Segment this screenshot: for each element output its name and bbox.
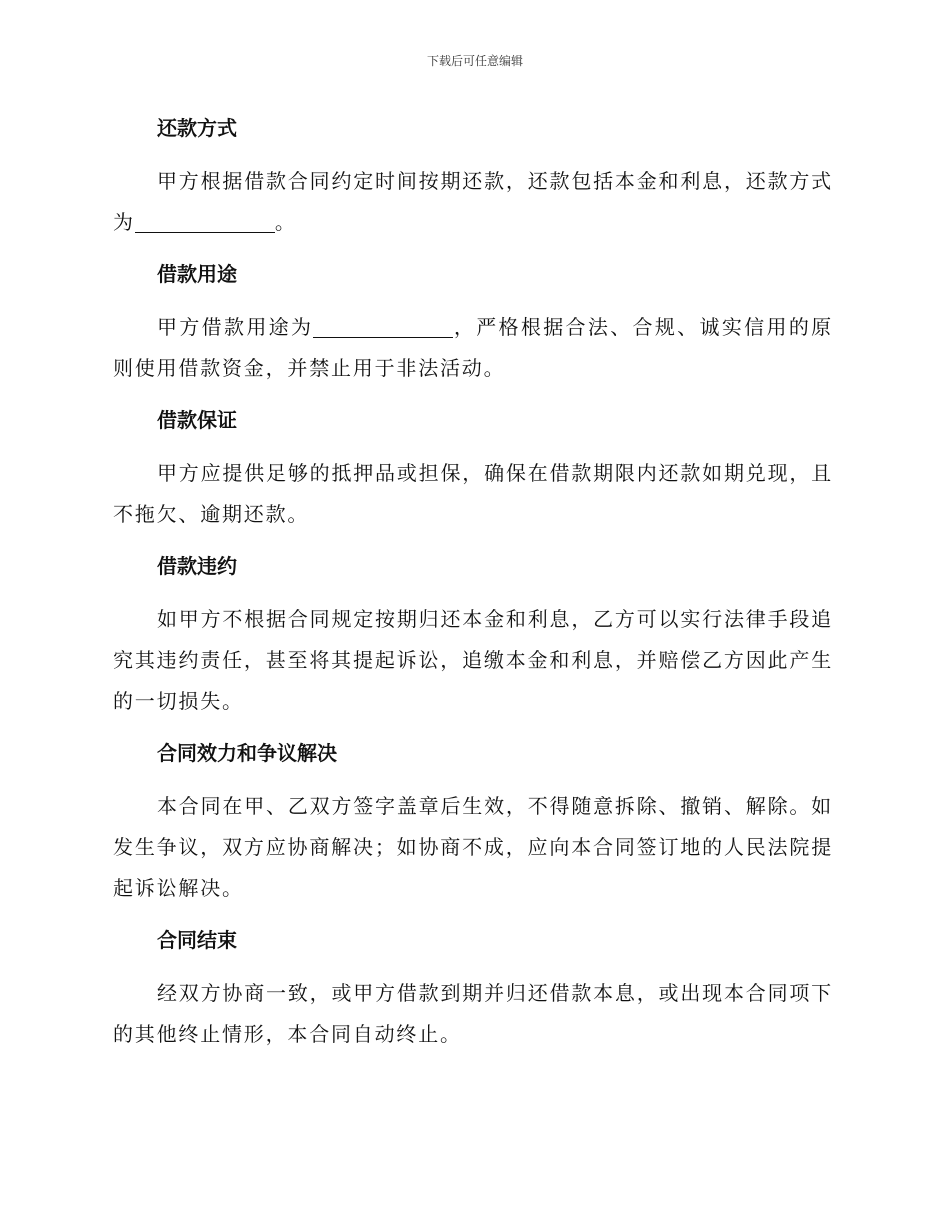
- section-heading-repayment: 还款方式: [157, 116, 237, 140]
- paragraph-text: 甲方借款用途为: [157, 315, 314, 339]
- paragraph-text: 甲方根据借款合同约定时间按期还款，还款包括本金和利息，还款方式为: [113, 169, 833, 234]
- document-body: [113, 108, 833, 1066]
- section-paragraph-loan-guarantee: 甲方应提供足够的抵押品或担保，确保在借款期限内还款如期兑现，且不拖欠、逾期还款。: [113, 461, 833, 526]
- section-paragraph-contract-validity: 本合同在甲、乙双方签字盖章后生效，不得随意拆除、撤销、解除。如发生争议，双方应协商解决；如协商不成，应向本合同签订地的人民法院提起诉讼解决。: [113, 794, 833, 900]
- section-heading-contract-termination: 合同结束: [157, 928, 237, 952]
- fill-in-blank-repayment-method[interactable]: [135, 212, 275, 233]
- section-paragraph-loan-purpose: [113, 307, 833, 389]
- section-heading-contract-validity: 合同效力和争议解决: [157, 741, 337, 765]
- section-paragraph-contract-termination: 经双方协商一致，或甲方借款到期并归还借款本息，或出现本合同项下的其他终止情形，本合同自动终止。: [113, 981, 833, 1046]
- section-paragraph-repayment: [113, 161, 833, 243]
- section-heading-loan-purpose: 借款用途: [157, 262, 237, 286]
- section-heading-loan-default: 借款违约: [157, 554, 237, 578]
- paragraph-text: 。: [274, 210, 297, 234]
- paragraph-text: ，严格根据合法、合规、诚实信用的原则使用借款资金，并禁止用于非法活动。: [113, 315, 833, 380]
- page-header: 下载后可任意编辑: [426, 54, 523, 68]
- section-paragraph-loan-default: 如甲方不根据合同规定按期归还本金和利息，乙方可以实行法律手段追究其违约责任，甚至将其提起诉讼，追缴本金和利息，并赔偿乙方因此产生的一切损失。: [113, 607, 833, 713]
- fill-in-blank-loan-purpose[interactable]: [313, 317, 453, 338]
- section-heading-loan-guarantee: 借款保证: [157, 408, 237, 432]
